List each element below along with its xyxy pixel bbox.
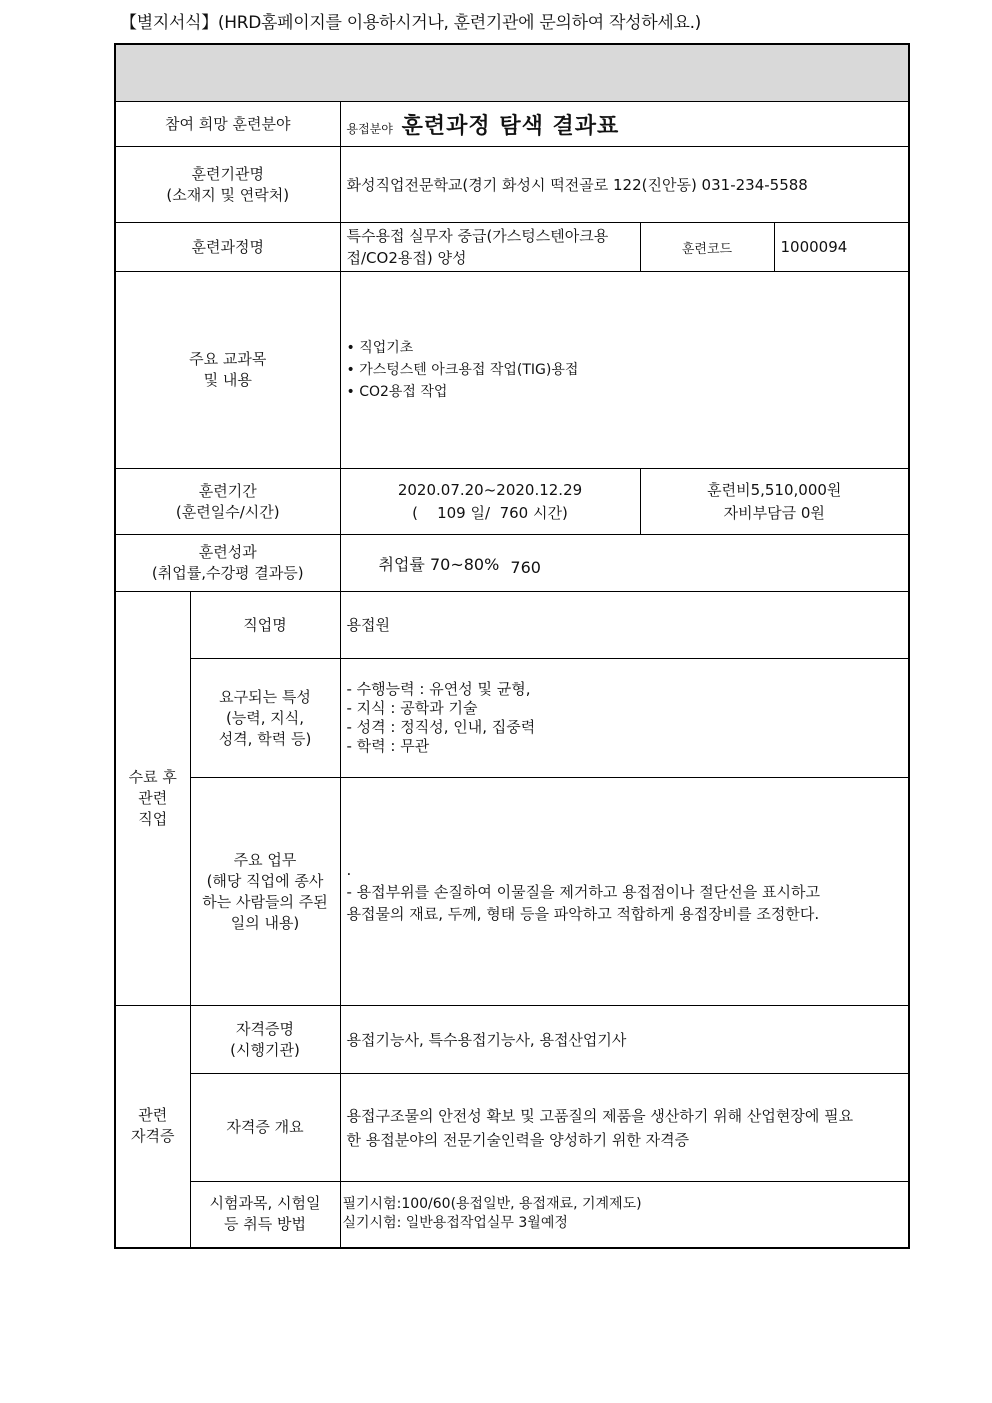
institution-label-line1: 훈련기관명 — [191, 164, 264, 183]
field-label: 참여 희망 훈련분야 — [115, 102, 340, 147]
course-value-line1: 특수용접 실무자 중급(가스텅스텐아크용 — [346, 227, 609, 245]
trait-item: - 성격 : 정직성, 인내, 집중력 — [346, 718, 536, 736]
job-name-value: 용접원 — [340, 592, 909, 659]
course-label: 훈련과정명 — [115, 223, 340, 272]
institution-value: 화성직업전문학교(경기 화성시 떡전골로 122(진안동) 031-234-5588 — [340, 147, 909, 223]
subject-item: • 가스텅스텐 아크용접 작업(TIG)용접 — [346, 362, 579, 378]
trait-item: - 수행능력 : 유연성 및 균형, — [346, 680, 531, 698]
subject-item: • CO2용접 작업 — [346, 384, 448, 400]
subjects-label-line2: 및 내용 — [203, 371, 252, 389]
subjects-list — [347, 337, 903, 403]
grey-header-cell — [115, 44, 909, 102]
subject-item: • 직업기초 — [346, 340, 414, 356]
trait-item: - 학력 : 무관 — [346, 737, 430, 755]
traits-value — [340, 659, 909, 778]
course-value — [340, 223, 640, 272]
exam-row — [115, 1182, 909, 1248]
period-days-hours: ( 109 일/ 760 시간) — [412, 503, 568, 522]
duties-label — [190, 778, 340, 1006]
form-header-note: 【별지서식】(HRD홈페이지를 이용하시거나, 훈련기관에 문의하여 작성하세요.) — [120, 13, 702, 33]
cert-overview-line1: 용접구조물의 안전성 확보 및 고품질의 제품을 생산하기 위해 산업현장에 필요 — [346, 1106, 854, 1125]
duties-row — [115, 778, 909, 1006]
exam-label-line1: 시험과목, 시험일 — [209, 1194, 321, 1213]
exam-line1: 필기시험:100/60(용접일반, 용접재료, 기계제도) — [342, 1196, 642, 1213]
institution-label — [115, 147, 340, 223]
course-value-line2: 접/CO2용접) 양성 — [346, 249, 467, 267]
cert-overview-line2: 한 용접분야의 전문기술인력을 양성하기 위한 자격증 — [346, 1130, 690, 1149]
subjects-value — [340, 272, 909, 469]
results-value — [340, 535, 909, 592]
results-label — [115, 535, 340, 592]
exam-label-line2: 등 취득 방법 — [224, 1215, 306, 1234]
period-value — [340, 469, 640, 535]
period-label — [115, 469, 340, 535]
training-course-form — [114, 43, 910, 1249]
duties-label-line4: 일의 내용) — [230, 913, 300, 932]
results-extra: 760 — [510, 557, 541, 577]
subjects-label-line1: 주요 교과목 — [189, 350, 267, 368]
duties-dot: . — [346, 860, 352, 879]
cert-overview-value — [340, 1074, 909, 1182]
duties-label-line3: 하는 사람들의 주된 — [202, 892, 328, 911]
course-code-label: 훈련코드 — [640, 223, 774, 272]
exam-value — [340, 1182, 909, 1248]
duties-line2: 용접물의 재료, 두께, 형태 등을 파악하고 적합하게 용접장비를 조정한다. — [346, 904, 820, 923]
cert-name-value: 용접기능사, 특수용접기능사, 용접산업기사 — [340, 1006, 909, 1074]
results-label-line2: (취업률,수강평 결과등) — [151, 564, 304, 582]
job-name-row — [115, 592, 909, 659]
employment-rate: 취업률 70~80% — [378, 554, 500, 574]
training-fee: 훈련비5,510,000원 — [707, 480, 842, 499]
page-title: 훈련과정 탐색 결과표 — [401, 113, 620, 139]
traits-row — [115, 659, 909, 778]
cert-group-label — [115, 1006, 190, 1248]
cert-name-label — [190, 1006, 340, 1074]
subjects-row — [115, 272, 909, 469]
fee-value — [640, 469, 909, 535]
cert-name-label-line2: (시행기관) — [230, 1040, 300, 1059]
job-group-label-line1: 수료 후 — [128, 768, 177, 786]
period-dates: 2020.07.20~2020.12.29 — [397, 480, 583, 499]
institution-label-line2: (소재지 및 연락처) — [166, 185, 290, 204]
duties-value — [340, 778, 909, 1006]
period-row — [115, 469, 909, 535]
period-label-line1: 훈련기간 — [198, 481, 257, 500]
self-pay: 자비부담금 0원 — [723, 503, 825, 522]
course-row — [115, 223, 909, 272]
job-group-label-line3: 직업 — [138, 810, 168, 828]
cert-overview-label: 자격증 개요 — [190, 1074, 340, 1182]
duties-label-line1: 주요 업무 — [233, 850, 297, 869]
duties-label-line2: (해당 직업에 종사 — [206, 871, 324, 890]
field-row — [115, 102, 909, 147]
institution-row — [115, 147, 909, 223]
trait-item: - 지식 : 공학과 기술 — [346, 699, 478, 717]
traits-label — [190, 659, 340, 778]
results-row — [115, 535, 909, 592]
results-label-line1: 훈련성과 — [198, 543, 257, 561]
course-code-value: 1000094 — [774, 223, 909, 272]
exam-label — [190, 1182, 340, 1248]
traits-label-line1: 요구되는 특성 — [219, 687, 311, 706]
grey-header-row — [115, 44, 909, 102]
cert-group-label-line2: 자격증 — [131, 1127, 175, 1146]
cert-name-row — [115, 1006, 909, 1074]
field-value — [340, 102, 909, 147]
job-name-label: 직업명 — [190, 592, 340, 659]
subjects-label — [115, 272, 340, 469]
exam-line2: 실기시험: 일반용접작업실무 3월예정 — [342, 1215, 568, 1232]
cert-name-label-line1: 자격증명 — [236, 1019, 294, 1038]
traits-label-line3: 성격, 학력 등) — [218, 729, 312, 748]
cert-group-label-line1: 관련 — [138, 1106, 168, 1125]
period-label-line2: (훈련일수/시간) — [175, 502, 280, 521]
duties-line1: - 용접부위를 손질하여 이물질을 제거하고 용접점이나 절단선을 표시하고 — [346, 882, 820, 901]
field-prefix: 용접분야 — [346, 121, 393, 136]
job-group-label — [115, 592, 190, 1006]
job-group-label-line2: 관련 — [138, 789, 168, 807]
cert-overview-row — [115, 1074, 909, 1182]
traits-label-line2: (능력, 지식, — [225, 708, 305, 727]
